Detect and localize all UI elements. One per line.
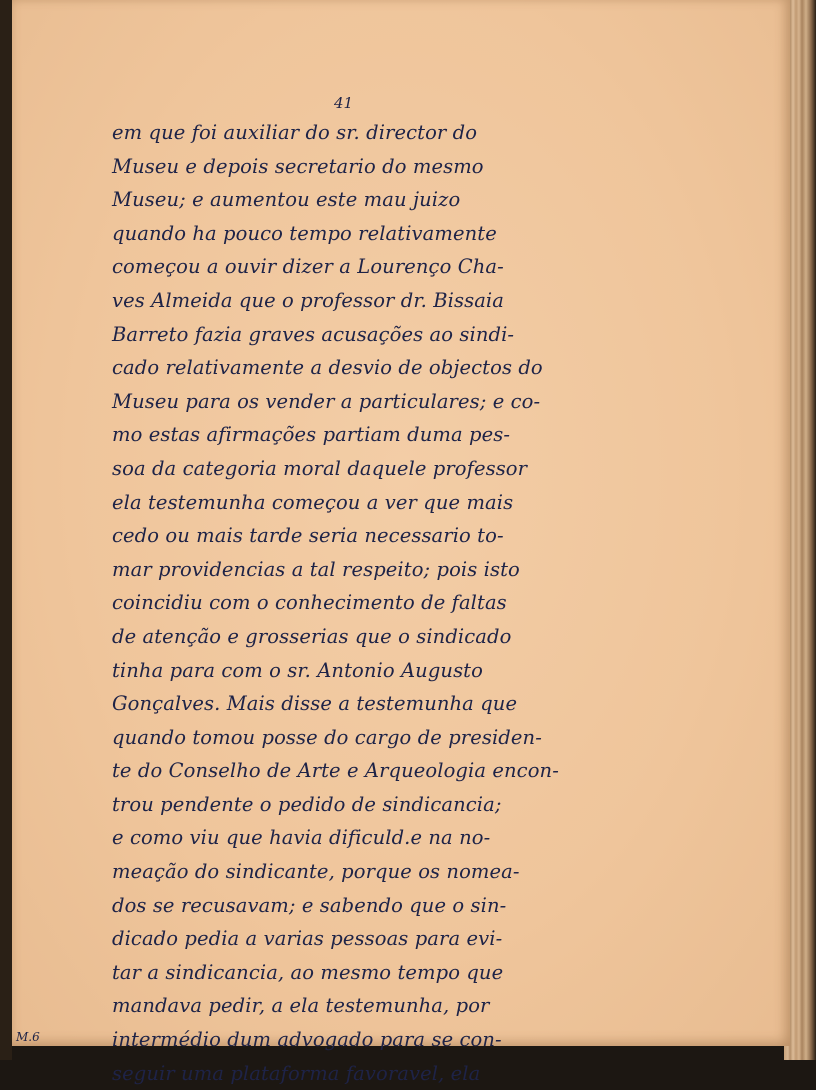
manuscript-line: e como viu que havia dificuld.e na no- <box>112 826 491 850</box>
footer-code: M.6 <box>16 1030 40 1044</box>
manuscript-line: coincidiu com o conhecimento de faltas <box>112 591 507 615</box>
manuscript-line: cedo ou mais tarde seria necessario to- <box>112 524 504 548</box>
manuscript-line: seguir uma plataforma favoravel, ela <box>112 1061 481 1085</box>
binding-edge <box>0 0 12 1060</box>
manuscript-line: ela testemunha começou a ver que mais <box>112 490 514 514</box>
manuscript-line: dos se recusavam; e sabendo que o sin- <box>112 893 507 917</box>
manuscript-line: Museu para os vender a particulares; e co- <box>112 389 541 413</box>
manuscript-line: mo estas afirmações partiam duma pes- <box>112 423 511 447</box>
manuscript-line: meação do sindicante, porque os nomea- <box>112 860 520 884</box>
manuscript-line: mar providencias a tal respeito; pois isto <box>112 557 520 581</box>
manuscript-line: quando ha pouco tempo relativamente <box>112 221 497 245</box>
manuscript-line: tar a sindicancia, ao mesmo tempo que <box>112 960 504 984</box>
manuscript-line: te do Conselho de Arte e Arqueologia encon- <box>112 759 559 783</box>
manuscript-line: Museu e depois secretario do mesmo <box>112 154 484 178</box>
manuscript-line: Gonçalves. Mais disse a testemunha que <box>112 692 518 716</box>
manuscript-line: dicado pedia a varias pessoas para evi- <box>112 927 503 951</box>
manuscript-line: trou pendente o pedido de sindicancia; <box>112 792 502 816</box>
manuscript-line: mandava pedir, a ela testemunha, por <box>112 994 490 1018</box>
manuscript-line: soa da categoria moral daquele professor <box>112 456 528 480</box>
manuscript-line: Museu; e aumentou este mau juizo <box>112 188 461 212</box>
manuscript-line: tinha para com o sr. Antonio Augusto <box>112 658 483 682</box>
manuscript-page <box>12 0 790 1085</box>
page-number: 41 <box>334 94 354 112</box>
manuscript-line: começou a ouvir dizer a Lourenço Cha- <box>112 255 504 279</box>
manuscript-line: quando tomou posse do cargo de presiden- <box>112 725 542 749</box>
manuscript-line: Barreto fazia graves acusações ao sindi- <box>112 322 515 346</box>
manuscript-line: ves Almeida que o professor dr. Bissaia <box>112 288 504 312</box>
manuscript-line: em que foi auxiliar do sr. director do <box>112 121 478 144</box>
manuscript-line: cado relativamente a desvio de objectos do <box>112 356 543 380</box>
manuscript-line: de atenção e grosserias que o sindicado <box>112 624 512 648</box>
manuscript-line: intermédio dum advogado para se con- <box>112 1028 502 1052</box>
handwritten-text-block <box>112 116 602 1090</box>
